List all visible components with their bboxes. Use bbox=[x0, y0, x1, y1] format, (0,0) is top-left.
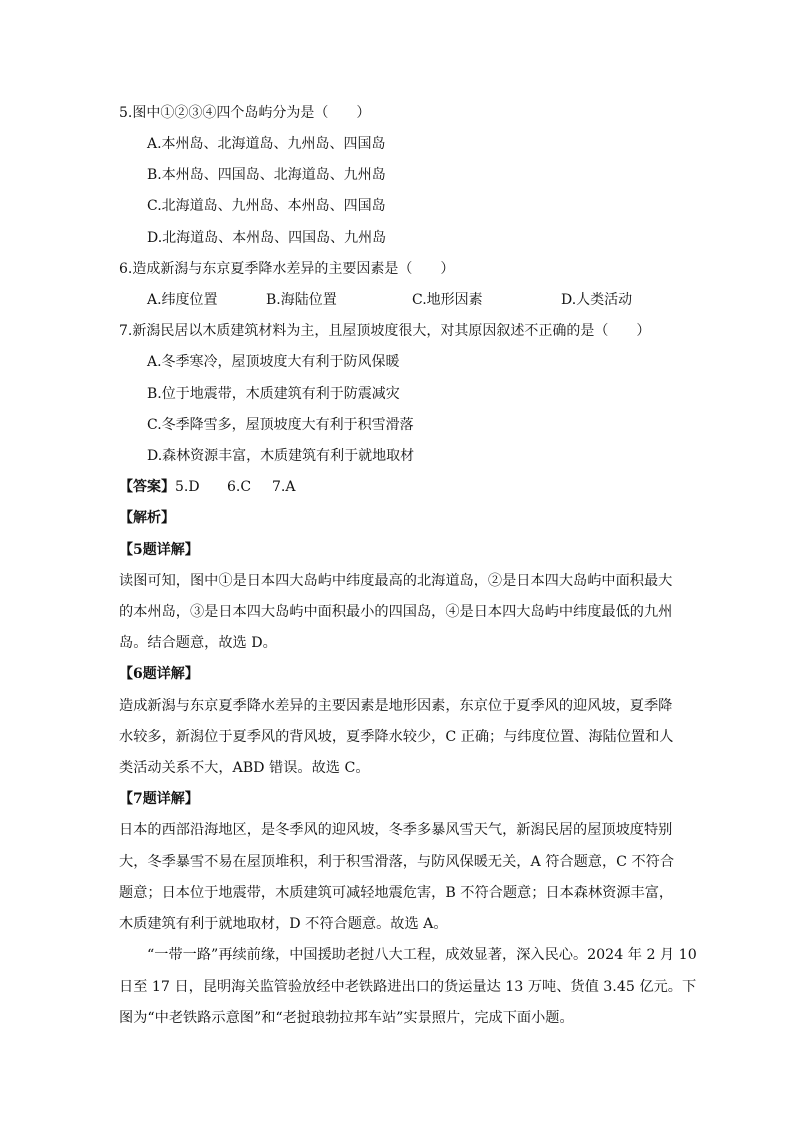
question-6-option-d: D.人类活动 bbox=[561, 292, 633, 308]
question-6-option-b: B.海陆位置 bbox=[266, 292, 337, 308]
detail-6-label: 【6题详解】 bbox=[119, 666, 199, 682]
detail-6-line-2: 水较多，新潟位于夏季风的背风坡，夏季降水较少，C 正确；与纬度位置、海陆位置和人 bbox=[119, 729, 674, 745]
detail-6-line-1: 造成新潟与东京夏季降水差异的主要因素是地形因素，东京位于夏季风的迎风坡，夏季降 bbox=[119, 698, 673, 714]
question-5-stem: 5.图中①②③④四个岛屿分为是（ ） bbox=[119, 105, 371, 121]
answer-label: 【答案】 bbox=[119, 479, 175, 495]
question-7-option-d: D.森林资源丰富，木质建筑有利于就地取材 bbox=[147, 448, 415, 464]
question-6-option-a: A.纬度位置 bbox=[147, 292, 218, 308]
intro-line-1: “一带一路”再续前缘，中国援助老挝八大工程，成效显著，深入民心。2024 年 2 月 10 bbox=[147, 947, 697, 963]
detail-7-line-1: 日本的西部沿海地区，是冬季风的迎风坡，冬季多暴风雪天气，新潟民居的屋顶坡度特别 bbox=[119, 822, 673, 838]
intro-line-3: 图为“中老铁路示意图”和“老挝琅勃拉邦车站”实景照片，完成下面小题。 bbox=[119, 1010, 574, 1026]
answer-6: 6.C bbox=[227, 479, 252, 495]
question-5-option-b: B.本州岛、四国岛、北海道岛、九州岛 bbox=[147, 167, 386, 183]
answer-7: 7.A bbox=[272, 479, 296, 495]
detail-7-line-3: 题意；日本位于地震带，木质建筑可减轻地震危害，B 不符合题意；日本森林资源丰富， bbox=[119, 885, 674, 901]
question-6-stem: 6.造成新潟与东京夏季降水差异的主要因素是（ ） bbox=[119, 261, 455, 277]
question-6-option-c: C.地形因素 bbox=[412, 292, 483, 308]
detail-7-label: 【7题详解】 bbox=[119, 791, 199, 807]
question-7-option-a: A.冬季寒冷，屋顶坡度大有利于防风保暖 bbox=[147, 354, 400, 370]
detail-5-label: 【5题详解】 bbox=[119, 542, 199, 558]
detail-5-line-3: 岛。结合题意，故选 D。 bbox=[119, 635, 277, 651]
detail-6-line-3: 类活动关系不大，ABD 错误。故选 C。 bbox=[119, 760, 370, 776]
answer-5: 5.D bbox=[175, 479, 200, 495]
question-5-option-a: A.本州岛、北海道岛、九州岛、四国岛 bbox=[147, 136, 386, 152]
question-7-option-b: B.位于地震带，木质建筑有利于防震减灾 bbox=[147, 386, 400, 402]
detail-7-line-2: 大，冬季暴雪不易在屋顶堆积，利于积雪滑落，与防风保暖无关，A 符合题意，C 不符合 bbox=[119, 854, 675, 870]
question-7-option-c: C.冬季降雪多，屋顶坡度大有利于积雪滑落 bbox=[147, 417, 414, 433]
detail-5-line-1: 读图可知，图中①是日本四大岛屿中纬度最高的北海道岛，②是日本四大岛屿中面积最大 bbox=[119, 573, 673, 589]
question-7-stem: 7.新潟民居以木质建筑材料为主，且屋顶坡度很大，对其原因叙述不正确的是（ ） bbox=[119, 323, 651, 339]
detail-5-line-2: 的本州岛，③是日本四大岛屿中面积最小的四国岛，④是日本四大岛屿中纬度最低的九州 bbox=[119, 604, 673, 620]
detail-7-line-4: 木质建筑有利于就地取材，D 不符合题意。故选 A。 bbox=[119, 916, 448, 932]
intro-line-2: 日至 17 日，昆明海关监管验放经中老铁路进出口的货运量达 13 万吨、货值 3.45 亿元。下 bbox=[119, 979, 697, 995]
question-5-option-c: C.北海道岛、九州岛、本州岛、四国岛 bbox=[147, 198, 386, 214]
question-5-option-d: D.北海道岛、本州岛、四国岛、九州岛 bbox=[147, 230, 387, 246]
analysis-label: 【解析】 bbox=[119, 510, 175, 526]
